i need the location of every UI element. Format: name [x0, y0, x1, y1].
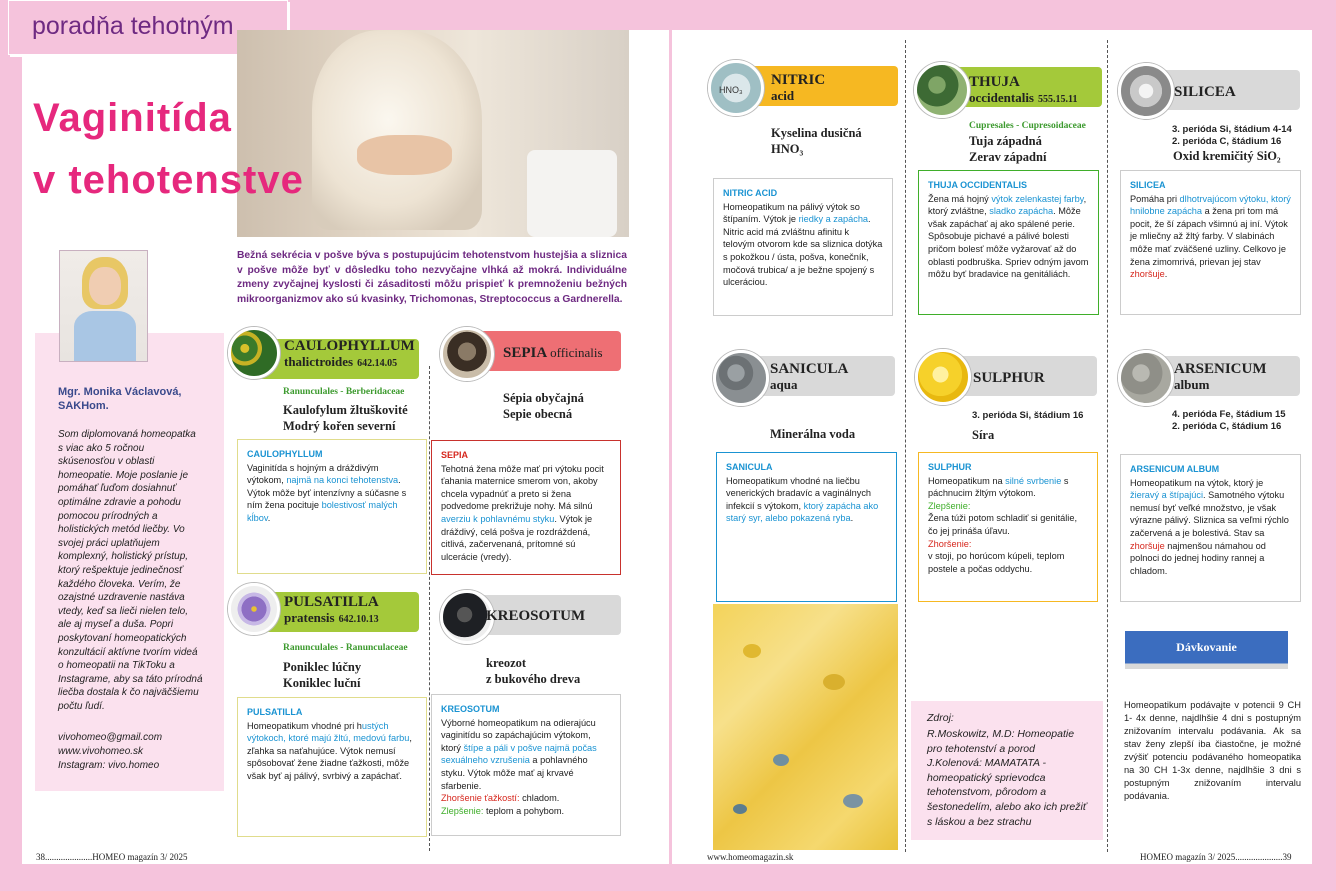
author-web[interactable]: www.vivohomeo.sk [58, 746, 144, 757]
silicea-period-2: 2. perióda C, štádium 16 [1172, 136, 1282, 147]
sulphur-image [915, 349, 971, 405]
sepia-text: Tehotná žena môže mať pri výtoku pocit ťahania maternice smerom von, akoby chcela vypadnúť a preto si žena podvedome prekrižuje nohy. Má silnú [441, 463, 604, 512]
caulophyllum-common-1: Kaulofylum žltuškovité [283, 403, 408, 417]
caulophyllum-name: CAULOPHYLLUM [284, 338, 415, 354]
kreosotum-text-2: a pohlavného styku. Výtok môže mať aj krvavé sfarbenie. [441, 755, 588, 791]
sepia-highlight: averziu k pohlavnému styku [441, 513, 555, 524]
kreosotum-name: KREOSOTUM [486, 608, 586, 624]
thuja-highlight-2: sladko zapácha [989, 206, 1054, 217]
pulsatilla-name-2: pratensis [284, 610, 335, 625]
pulsatilla-image [228, 583, 280, 635]
intro-text: Bežná sekrécia v pošve býva s postupujúcim tehotenstvom hustejšia a sliznica v pošve môže byť v dôsledku toho nezvyčajne vlhká až mokrá. Individuálne zmeny zvyčajnej kyslosti či zásaditosti môžu prispieť k premnoženiu bežných mikroorganizmov ako sú kvasinky, Trichomonas, Streptococcus a Gardnerella. [237, 250, 627, 305]
nitric-text-2: . Nitric acid má zvláštnu afinitu k telovým otvorom kde sa sliznica dotýka s pokožkou / ústa, pošva, konečník, močová trubica/ a je bežne spojený s ulceráciou. [723, 214, 883, 288]
thuja-box [918, 170, 1099, 315]
silicea-image [1118, 63, 1174, 119]
thuja-family: Cupresales - Cupresoidaceae [969, 121, 1086, 131]
source-text: R.Moskowitz, M.D: Homeopatie pro tehotenství a porod J.Kolenová: MAMATATA - homeopatický sprievodca tehotenstvom, pôrodom a šestonedelím, alebo ako ich prežiť s láskou a bez strachu [927, 728, 1087, 828]
sulphur-common-1: Síra [972, 428, 995, 442]
nitric-box [713, 178, 893, 316]
pulsatilla-box [237, 697, 427, 837]
thuja-common-1: Tuja západná [969, 134, 1042, 148]
caulophyllum-highlight-2: bolestivosť malých kĺbov [247, 500, 398, 523]
sanicula-box [716, 452, 897, 602]
sepia-text-2: . Výtok je dráždivý, celá pošva je rozdráždená, citlivá, začervenaná, prítomné sú ulcerácie (vredy). [441, 513, 593, 562]
author-bio: Som diplomovaná homeopatka s viac ako 5 ročnou skúsenosťou v oblasti homeopatie. Moje poslanie je pomáhať ľuďom dosiahnuť optimálne zdravie a pohodu pomocou prírodných a holistických metód liečby. Vo svojej práci uplatňujem komplexný, holistický prístup, ktorý rešpektuje jedinečnosť každého človeka. Verím, že ozajstné uzdravenie nastáva vtedy, keď sa lieči nielen telo, ale aj myseľ a duša. Popri poskytovaní homeopatických konzultácií aktívne tvorím videá o homeopatii na TikToku a Instagrame, aby sa táto prírodná liečba dostala k čo najväčšiemu počtu ľudí. [58, 429, 203, 712]
author-photo [59, 250, 148, 362]
sepia-box [431, 440, 621, 575]
section-tab-label: poradňa tehotným [32, 12, 234, 40]
arsenicum-name-2: album [1174, 377, 1210, 392]
sulphur-period: 3. perióda Si, štádium 16 [972, 410, 1084, 421]
nitric-name: NITRIC [771, 72, 826, 88]
pulsatilla-text-2: , zľahka sa naťahujúce. Výtok nemusí spôsobovať žene žiadne ťažkosti, môže však byť aj pálivý, svrbivý a zapáchať. [247, 733, 412, 781]
silicea-box-title: SILICEA [1130, 180, 1166, 190]
caulophyllum-text-3: . [267, 512, 271, 523]
author-instagram: Instagram: vivo.homeo [58, 760, 160, 771]
kreosotum-better: teplom a pohybom. [483, 805, 565, 816]
divider-left [429, 366, 430, 851]
arsenicum-highlight-2: zhoršuje [1130, 540, 1165, 551]
sanicula-highlight: ktorý zapácha ako starý syr, alebo pokazená ryba [726, 500, 879, 524]
footer-center[interactable]: www.homeomagazin.sk [707, 852, 794, 862]
kreosotum-worse-label: Zhoršenie ťažkostí: [441, 793, 520, 804]
nitric-image [708, 60, 764, 116]
caulophyllum-text-2: . Výtok môže byť intenzívny a súčasne s ním žena pocituje [247, 475, 407, 511]
arsenicum-box [1120, 454, 1301, 602]
silicea-highlight: dlhotrvajúcom výtoku, ktorý hnilobne zapácha [1130, 193, 1291, 217]
kreosotum-better-label: Zlepšenie: [441, 805, 484, 816]
caulophyllum-box-title: CAULOPHYLLUM [247, 449, 323, 459]
pregnant-photo [237, 30, 629, 237]
sepia-common-1: Sépia obyčajná [503, 391, 584, 405]
sepia-name-2: officinalis [550, 345, 603, 360]
caulophyllum-text: Vaginitída s hojným a dráždivým výtokom, [247, 462, 379, 486]
sulphur-box-title: SULPHUR [928, 462, 972, 472]
sulphur-worse-label: Zhoršenie: [928, 538, 972, 549]
thuja-code: 555.15.11 [1038, 94, 1078, 105]
sanicula-text-2: . [850, 513, 854, 524]
kreosotum-highlight: štípe a páli v pošve najmä počas sexuálneho vzrušenia [441, 742, 597, 766]
pulsatilla-family: Ranunculales - Ranunculaceae [283, 643, 408, 653]
nitric-common-2: HNO₃ [771, 142, 804, 156]
caulophyllum-name-2: thalictroides [284, 354, 354, 369]
pulsatilla-common-1: Poniklec lúčny [283, 660, 362, 674]
sanicula-text: Homeopatikum vhodné na liečbu venerických bradavíc a vaginálnych infekcií s výtokom, [726, 475, 872, 511]
arsenicum-text-3: najmenšou námahou od polnoci do jednej hodiny rannej a chladom. [1130, 540, 1266, 576]
caulophyllum-box [237, 439, 427, 574]
title-line-1: Vaginitída [33, 96, 232, 140]
pulsatilla-common-2: Koniklec luční [283, 676, 361, 690]
author-email[interactable]: vivohomeo@gmail.com [58, 732, 163, 743]
arsenicum-box-title: ARSENICUM ALBUM [1130, 464, 1220, 474]
sulphur-text-2: s páchnucim žltým výtokom. [928, 475, 1069, 499]
thuja-text-2: , ktorý zvláštne, [928, 193, 1087, 217]
divider-right-1 [905, 40, 906, 852]
silicea-highlight-2: zhoršuje [1130, 269, 1165, 280]
sepia-box-title: SEPIA [441, 450, 469, 460]
cheese-photo [713, 604, 898, 850]
arsenicum-text: Homeopatikum na výtok, ktorý je [1130, 477, 1264, 488]
caulophyllum-common-2: Modrý kořen severní [283, 419, 396, 433]
pulsatilla-highlight: ustých výtokoch, ktoré majú žltú, medovú farbu [247, 720, 410, 744]
caulophyllum-image [228, 327, 280, 379]
thuja-highlight-1: výtok zelenkastej farby [991, 193, 1084, 204]
thuja-name: THUJA [969, 74, 1020, 90]
sanicula-name-2: aqua [770, 377, 798, 392]
arsenicum-text-2: . Samotného výtoku nemusí byť veľké množstvo, je však výrazne pálivý. Sliznica sa veľmi rýchlo začervená a je bolestivá. Stav sa [1130, 490, 1289, 538]
caulophyllum-family: Ranunculales - Berberidaceae [283, 387, 405, 397]
arsenicum-period-1: 4. perióda Fe, štádium 15 [1172, 409, 1286, 420]
kreosotum-worse: chladom. [519, 793, 560, 804]
nitric-highlight: riedky a zapácha [798, 214, 869, 225]
footer-right: HOMEO magazín 3/ 2025.....................39 [1140, 852, 1292, 862]
thuja-text: Žena má hojný [928, 193, 992, 204]
arsenicum-name: ARSENICUM [1174, 361, 1267, 377]
nitric-box-title: NITRIC ACID [723, 188, 778, 198]
dosage-text: Homeopatikum podávajte v potencii 9 CH 1- 4x denne, najdlhšie 4 dni s postupným znižovaním intervalu podávania. Ak sa stav ženy zlepší iba čiastočne, je možné zvýšiť potenciu podávaného homeopatika na 30 CH 1-3x denne, najdlhšie 3 dni s postupným znižovaním intervalu podávania. [1124, 700, 1301, 801]
source-label: Zdroj: [927, 712, 954, 724]
sulphur-better-label: Zlepšenie: [928, 500, 971, 511]
kreosotum-box [431, 694, 621, 836]
silicea-common-1: Oxid kremičitý SiO₂ [1173, 149, 1281, 163]
sanicula-box-title: SANICULA [726, 462, 773, 472]
title-line-2: v tehotenstve [33, 158, 304, 202]
nitric-icon-label: HNO₃ [719, 85, 743, 95]
kreosotum-common-2: z bukového dreva [486, 672, 581, 686]
sanicula-common-1: Minerálna voda [770, 427, 856, 441]
arsenicum-highlight: žieravý a štípajúci [1130, 490, 1204, 501]
sepia-name: SEPIA [503, 345, 547, 361]
silicea-box [1120, 170, 1301, 315]
thuja-text-3: . Môže však zapáchať aj ako spálené perie. Spôsobuje pichavé a pálivé bolesti pričom bolesť môže vyžarovať až do oblasti podbruška. Spriev odným javom môžu byť bradavice na genitáliách. [928, 206, 1089, 280]
sulphur-highlight: silné svrbenie [1005, 475, 1062, 486]
author-name: Mgr. Monika Václavová, SAKHom. [58, 386, 182, 412]
sepia-common-2: Sepie obecná [503, 407, 573, 421]
pulsatilla-name: PULSATILLA [284, 594, 379, 610]
silicea-period-1: 3. perióda Si, štádium 4-14 [1172, 124, 1292, 135]
nitric-common-1: Kyselina dusičná [771, 126, 862, 140]
pulsatilla-box-title: PULSATILLA [247, 707, 303, 717]
sepia-image [440, 327, 494, 381]
thuja-name-2: occidentalis [969, 90, 1034, 105]
nitric-name-2: acid [771, 88, 795, 103]
thuja-common-2: Zerav západní [969, 150, 1047, 164]
dosage-title: Dávkovanie [1176, 640, 1237, 654]
silicea-name: SILICEA [1174, 84, 1236, 100]
sanicula-name: SANICULA [770, 361, 849, 377]
footer-left: 38.....................HOMEO magazín 3/ 2025 [36, 852, 188, 862]
sulphur-better: Žena túži potom schladiť si genitálie, čo jej prináša úľavu. [928, 513, 1077, 536]
sanicula-image [713, 350, 769, 406]
arsenicum-image [1118, 350, 1174, 406]
silicea-text-2: a žena pri tom má pocit, že ší zápach všimnú aj iní. Výtok je mliečny až žltý farby. V slabinách môže mať zväčšené uzliny. Celkovo je žena zimomrivá, prievan jej stav [1130, 206, 1288, 267]
caulophyllum-highlight-1: najmä na konci tehotenstva [286, 475, 399, 486]
nitric-text: Homeopatikum na pálivý výtok so štípaním. Výtok je [723, 201, 860, 225]
kreosotum-text: Výborné homeopatikum na odierajúcu vaginitídu so zapáchajúcim výtokom, ktorý [441, 717, 596, 753]
pulsatilla-text: Homeopatikum vhodné pri h [247, 720, 362, 731]
divider-right-2 [1107, 40, 1108, 852]
kreosotum-box-title: KREOSOTUM [441, 704, 500, 714]
thuja-image [914, 62, 970, 118]
sulphur-name: SULPHUR [973, 370, 1045, 386]
arsenicum-period-2: 2. perióda C, štádium 16 [1172, 421, 1282, 432]
caulophyllum-code: 642.14.05 [357, 358, 398, 369]
sulphur-box [918, 452, 1098, 602]
silicea-text: Pomáha pri [1130, 193, 1180, 204]
thuja-box-title: THUJA OCCIDENTALIS [928, 180, 1027, 190]
sulphur-text: Homeopatikum na [928, 475, 1006, 486]
sulphur-worse: v stoji, po horúcom kúpeli, teplom postele a počas oddychu. [928, 551, 1065, 574]
kreosotum-common-1: kreozot [486, 656, 527, 670]
pulsatilla-code: 642.10.13 [338, 614, 379, 625]
silicea-text-3: . [1164, 269, 1168, 280]
